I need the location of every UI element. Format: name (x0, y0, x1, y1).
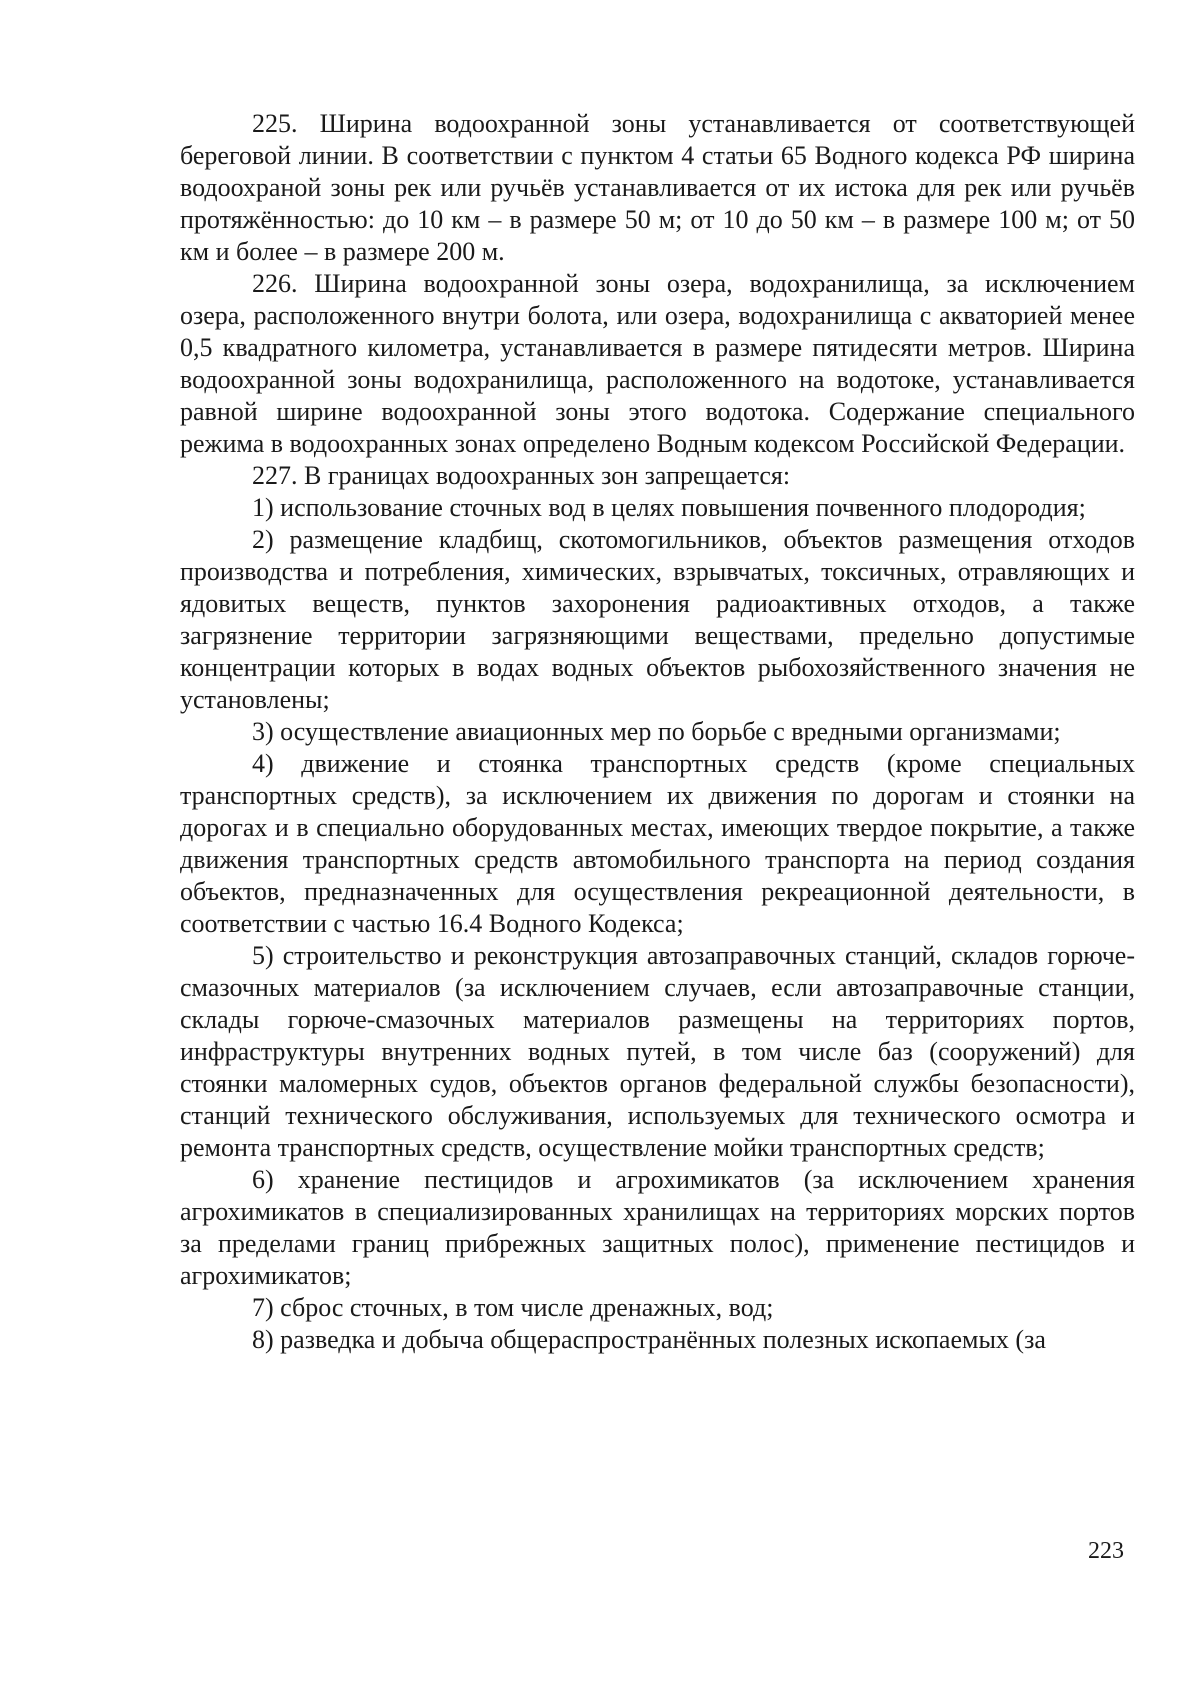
list-item-5: 5) строительство и реконструкция автозаправочных станций, складов горюче-смазочных материалов (за исключением случаев, если автозаправочные станции, склады горюче-смазочных материалов размещены на территориях портов, инфраструктуры внутренних водных путей, в том числе баз (сооружений) для стоянки маломерных судов, объектов органов федеральной службы безопасности), станций технического обслуживания, используемых для технического осмотра и ремонта транспортных средств, осуществление мойки транспортных средств; (180, 941, 1135, 1162)
paragraph-226: 226. Ширина водоохранной зоны озера, водохранилища, за исключением озера, расположенного внутри болота, или озера, водохранилища с акваторией менее 0,5 квадратного километра, устанавливается в размере пятидесяти метров. Ширина водоохранной зоны водохранилища, расположенного на водотоке, устанавливается равной ширине водоохранной зоны этого водотока. Содержание специального режима в водоохранных зонах определено Водным кодексом Российской Федерации. (180, 269, 1135, 458)
document-body (180, 108, 1135, 1356)
paragraph-225: 225. Ширина водоохранной зоны устанавливается от соответствующей береговой линии. В соответствии с пунктом 4 статьи 65 Водного кодекса РФ ширина водоохраной зоны рек или ручьёв устанавливается от их истока для рек или ручьёв протяжённостью: до 10 км – в размере 50 м; от 10 до 50 км – в размере 100 м; от 50 км и более – в размере 200 м. (180, 109, 1135, 266)
list-item-2: 2) размещение кладбищ, скотомогильников, объектов размещения отходов производства и потребления, химических, взрывчатых, токсичных, отравляющих и ядовитых веществ, пунктов захоронения радиоактивных отходов, а также загрязнение территории загрязняющими веществами, предельно допустимые концентрации которых в водах водных объектов рыбохозяйственного значения не установлены; (180, 525, 1135, 714)
page-number: 223 (1088, 1538, 1124, 1564)
list-item-8: 8) разведка и добыча общераспространённых полезных ископаемых (за (252, 1325, 1046, 1354)
list-item-6: 6) хранение пестицидов и агрохимикатов (за исключением хранения агрохимикатов в специализированных хранилищах на территориях морских портов за пределами границ прибрежных защитных полос), применение пестицидов и агрохимикатов; (180, 1165, 1135, 1290)
list-item-1: 1) использование сточных вод в целях повышения почвенного плодородия; (252, 493, 1086, 522)
list-item-7: 7) сброс сточных, в том числе дренажных, вод; (252, 1293, 774, 1322)
list-item-4: 4) движение и стоянка транспортных средств (кроме специальных транспортных средств), за исключением их движения по дорогам и стоянки на дорогах и в специально оборудованных местах, имеющих твердое покрытие, а также движения транспортных средств автомобильного транспорта на период создания объектов, предназначенных для осуществления рекреационной деятельности, в соответствии с частью 16.4 Водного Кодекса; (180, 749, 1135, 938)
paragraph-227: 227. В границах водоохранных зон запрещается: (252, 461, 791, 490)
list-item-3: 3) осуществление авиационных мер по борьбе с вредными организмами; (252, 717, 1061, 746)
